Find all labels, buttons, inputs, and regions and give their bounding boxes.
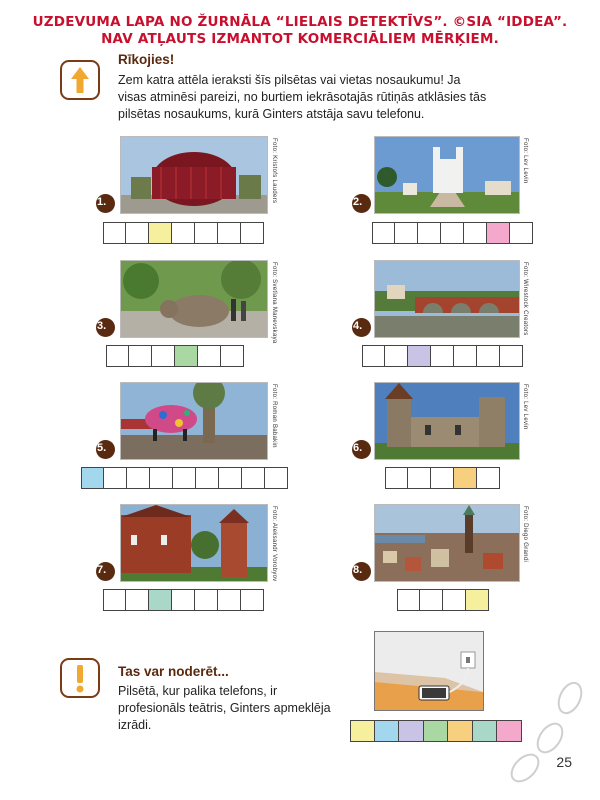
photo-credit-6: Foto: Lev Levin	[522, 384, 528, 430]
answer-boxes-3[interactable]	[106, 345, 244, 367]
answer-boxes-5[interactable]	[81, 467, 288, 489]
letter-cell[interactable]	[464, 222, 487, 244]
letter-cell[interactable]	[441, 222, 464, 244]
letter-cell[interactable]	[397, 589, 420, 611]
letter-cell[interactable]	[454, 345, 477, 367]
number-label-6: 6.	[353, 442, 363, 454]
letter-cell[interactable]	[418, 222, 441, 244]
letter-cell[interactable]	[454, 467, 477, 489]
photo-basilica	[374, 136, 520, 214]
task-heading: Rīkojies!	[118, 52, 175, 67]
answer-boxes-7[interactable]	[103, 589, 264, 611]
letter-cell[interactable]	[149, 222, 172, 244]
photo-credit-4: Foto: Wirestock Creators	[522, 262, 528, 336]
letter-cell[interactable]	[500, 345, 523, 367]
task-text: Zem katra attēla ieraksti šīs pilsētas vai vietas nosaukumu! Ja visas atminēsi pareizi, no burtiem iekrāsotajās rūtiņās atklāsies tās pilsētas nosaukums, kurā Ginters atstāja savu telefonu.	[118, 73, 487, 121]
final-letter-cell[interactable]	[375, 720, 400, 742]
answer-boxes-6[interactable]	[385, 467, 500, 489]
exclamation-icon	[60, 658, 100, 698]
letter-cell[interactable]	[175, 345, 198, 367]
letter-cell[interactable]	[218, 222, 241, 244]
letter-cell[interactable]	[241, 589, 264, 611]
photo-castle-ruins	[374, 382, 520, 460]
photo-credit-5: Foto: Roman Babakin	[271, 384, 277, 448]
footprints-decoration	[490, 668, 600, 788]
number-label-2: 2.	[353, 196, 363, 208]
photo-cow-sculpture	[120, 382, 268, 460]
letter-cell[interactable]	[431, 345, 454, 367]
copyright-banner	[0, 14, 600, 48]
letter-cell[interactable]	[408, 345, 431, 367]
arrow-up-icon	[60, 60, 100, 100]
letter-cell[interactable]	[395, 222, 418, 244]
hint-text: Pilsētā, kur palika telefons, ir profesionāls teātris, Ginters apmeklēja izrādi.	[118, 684, 331, 732]
letter-cell[interactable]	[487, 222, 510, 244]
letter-cell[interactable]	[466, 589, 489, 611]
letter-cell[interactable]	[372, 222, 395, 244]
letter-cell[interactable]	[126, 222, 149, 244]
final-letter-cell[interactable]	[350, 720, 375, 742]
letter-cell[interactable]	[477, 467, 500, 489]
letter-cell[interactable]	[242, 467, 265, 489]
letter-cell[interactable]	[241, 222, 264, 244]
banner-line-1: UZDEVUMA LAPA NO ŽURNĀLA “LIELAIS DETEKTĪVS”. ©SIA “IDDEA”.	[32, 14, 568, 30]
letter-cell[interactable]	[149, 589, 172, 611]
letter-cell[interactable]	[443, 589, 466, 611]
letter-cell[interactable]	[172, 222, 195, 244]
letter-cell[interactable]	[265, 467, 288, 489]
letter-cell[interactable]	[477, 345, 500, 367]
number-label-8: 8.	[353, 564, 363, 576]
photo-concert-hall	[120, 136, 268, 214]
letter-cell[interactable]	[385, 467, 408, 489]
letter-cell[interactable]	[103, 222, 126, 244]
photo-credit-1: Foto: Kristofs Lauders	[271, 138, 277, 204]
letter-cell[interactable]	[195, 222, 218, 244]
letter-cell[interactable]	[104, 467, 127, 489]
letter-cell[interactable]	[106, 345, 129, 367]
number-label-7: 7.	[97, 564, 107, 576]
photo-old-town-panorama	[374, 504, 520, 582]
photo-credit-3: Foto: Svetlana Manevskaya	[271, 262, 277, 344]
answer-boxes-4[interactable]	[362, 345, 523, 367]
number-label-4: 4.	[353, 320, 363, 332]
letter-cell[interactable]	[420, 589, 443, 611]
banner-line-2: NAV ATĻAUTS IZMANTOT KOMERCIĀLIEM MĒRĶIEM.	[101, 31, 499, 47]
answer-boxes-8[interactable]	[397, 589, 489, 611]
letter-cell[interactable]	[81, 467, 104, 489]
letter-cell[interactable]	[408, 467, 431, 489]
final-letter-cell[interactable]	[424, 720, 449, 742]
letter-cell[interactable]	[129, 345, 152, 367]
letter-cell[interactable]	[195, 589, 218, 611]
answer-boxes-2[interactable]	[372, 222, 533, 244]
hint-heading: Tas var noderēt...	[118, 664, 229, 679]
letter-cell[interactable]	[126, 589, 149, 611]
number-label-1: 1.	[97, 196, 107, 208]
letter-cell[interactable]	[150, 467, 173, 489]
final-letter-cell[interactable]	[448, 720, 473, 742]
final-letter-cell[interactable]	[399, 720, 424, 742]
photo-brick-castle	[120, 504, 268, 582]
number-label-5: 5.	[97, 442, 107, 454]
letter-cell[interactable]	[385, 345, 408, 367]
letter-cell[interactable]	[219, 467, 242, 489]
photo-credit-2: Foto: Lev Levin	[522, 138, 528, 184]
letter-cell[interactable]	[218, 589, 241, 611]
letter-cell[interactable]	[510, 222, 533, 244]
letter-cell[interactable]	[103, 589, 126, 611]
phone-charging-illustration	[374, 631, 484, 711]
letter-cell[interactable]	[198, 345, 221, 367]
letter-cell[interactable]	[127, 467, 150, 489]
letter-cell[interactable]	[152, 345, 175, 367]
page-number: 25	[556, 754, 572, 770]
letter-cell[interactable]	[221, 345, 244, 367]
number-label-3: 3.	[97, 320, 107, 332]
letter-cell[interactable]	[173, 467, 196, 489]
letter-cell[interactable]	[172, 589, 195, 611]
letter-cell[interactable]	[431, 467, 454, 489]
photo-credit-8: Foto: Diego Grandi	[522, 506, 528, 563]
photo-brick-bridge	[374, 260, 520, 338]
photo-credit-7: Foto: Aleksandr Vorobyov	[271, 506, 277, 582]
answer-boxes-1[interactable]	[103, 222, 264, 244]
photo-turtle-sculpture	[120, 260, 268, 338]
letter-cell[interactable]	[362, 345, 385, 367]
letter-cell[interactable]	[196, 467, 219, 489]
